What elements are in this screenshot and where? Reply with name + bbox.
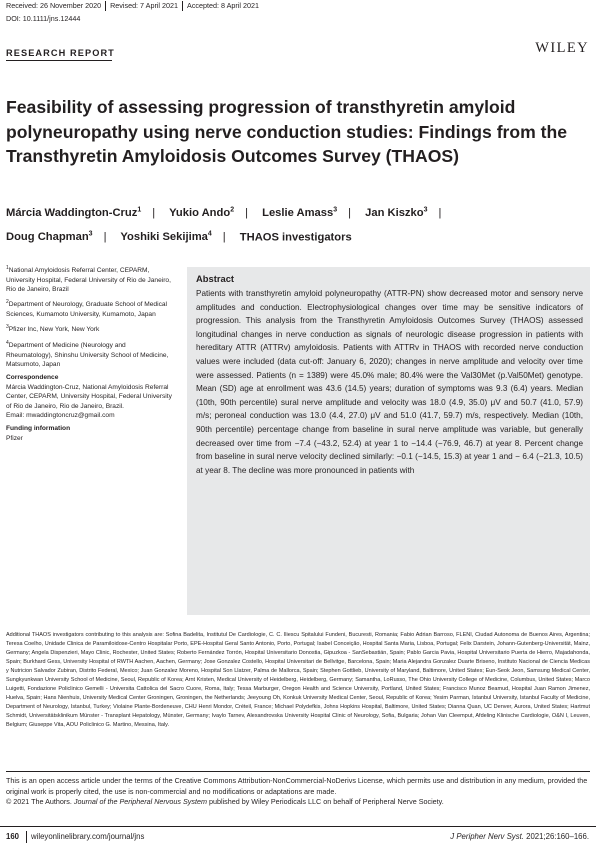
author-separator: | bbox=[348, 206, 352, 219]
received-date: Received: 26 November 2020 bbox=[6, 1, 102, 10]
correspondence-address: Márcia Waddington-Cruz, National Amyloidosis Referral Center, CEPARM, University Hospital, Federal University of Rio de Janeiro, Rio de Janeiro, Brazil. bbox=[6, 383, 172, 410]
article-title: Feasibility of assessing progression of transthyretin amyloid polyneuropathy using nerve conduction studies: Findings from the Transthyretin Amyloidosis Outcomes Survey (THAOS) bbox=[6, 97, 568, 167]
license-statement: This is an open access article under the terms of the Creative Commons Attribution-NonCommercial-NoDerivs License, which permits use and distribution in any medium, provided the original work is properly cited, the use is non-commercial and no modifications or adaptations are made. bbox=[6, 776, 588, 796]
publisher-logo: WILEY bbox=[535, 40, 589, 56]
author[interactable]: Yukio Ando$^2$ bbox=[169, 206, 235, 219]
author-separator: | bbox=[245, 206, 248, 219]
funding-heading: Funding information bbox=[6, 425, 71, 433]
article-type: RESEARCH REPORT bbox=[6, 48, 115, 58]
footer-divider bbox=[0, 826, 596, 827]
author-separator: | bbox=[152, 206, 156, 219]
author[interactable]: Doug Chapman$^3$ bbox=[6, 230, 93, 244]
affiliation: $^4$Department of Medicine (Neurology and Rheumatology), Shinshu University School of Medicine, Matsumoto, Japan bbox=[6, 340, 169, 368]
doi[interactable]: DOI: 10.1111/jns.12444 bbox=[6, 14, 81, 23]
author-separator: | bbox=[103, 231, 107, 244]
correspondence-heading: Correspondence bbox=[6, 374, 59, 382]
license-divider bbox=[6, 771, 590, 772]
affiliation: $^1$National Amyloidosis Referral Center, CEPARM, University Hospital, Federal University of Rio de Janeiro, Rio de Janeiro, Brazil bbox=[6, 265, 171, 293]
author[interactable]: Yoshiki Sekijima$^4$ bbox=[120, 230, 212, 244]
author-separator: | bbox=[438, 206, 442, 219]
affiliation: $^3$Pfizer Inc, New York, New York bbox=[6, 324, 100, 334]
author[interactable]: THAOS investigators bbox=[239, 231, 352, 244]
author[interactable]: Leslie Amass$^3$ bbox=[262, 206, 338, 219]
correspondence-email[interactable]: Email: mwaddingtoncruz@gmail.com bbox=[6, 412, 115, 420]
correspondence bbox=[6, 373, 172, 420]
funding-source: Pfizer bbox=[6, 434, 23, 442]
author-separator: | bbox=[222, 231, 226, 244]
footer-separator bbox=[26, 831, 27, 843]
article-sidebar bbox=[6, 264, 172, 447]
article-dates bbox=[6, 1, 263, 11]
journal-name: Journal of the Peripheral Nervous System bbox=[73, 797, 207, 807]
page-number: 160 bbox=[6, 832, 20, 841]
article-type-rule bbox=[6, 60, 112, 61]
journal-url[interactable]: wileyonlinelibrary.com/journal/jns bbox=[31, 832, 145, 841]
investigators-footnote: Additional THAOS investigators contributing to this analysis are: Sofina Badelita, Institutul De Cardiologie, C. C. Iliescu Spitalului Fundeni, Bucuresti, Romania; Fabio Adrian Barroso, FLENI, Ciudad Autonoma de Buenos Aires, Argentina; Teresa Coelho, Unidade Clinica de Paramiloidose-Centro Hospitalar Porto, EPE-Hospital Geral Santo Antonio, Porto, Portugal; Isabel Conceição, Hospital Santa Maria, Lisboa, Portugal; Felix Darstein, Johann-Gutenberg-Universität, Mainz, Germany; Angela Dispenzieri, Mayo Clinic, Rochester, United States; Roberto Fernández Torrón, Hospital Universitario Donostia, Gipuzkoa - SanSebastián, Spain; Pablo Garcia Pavia, Hospital Universitario Puerta de Hierro, Majadahonda, Spain; Burkhard Gess, University Hospital of RWTH Aachen, Aachen, Germany; Jose Gonzalez Costello, Hospital Universitari de Bellvitge, Barcelona, Spain; Maria Alejandra Gonzalez Duarte Briseno, Instituto Nacional de Ciencia Medicas y Nutricion Salvador Zubiran, Distrito Federal, Mexico; Juan Gonzalez Moreno, Hospital Son Llatzer, Palma de Mallorca, Spain; Stephen Gottlieb, University of Maryland, Baltimore, United States; Eun-Seok Jeon, Samsung Medical Center, Sungkyunkwan University School of Medicine, Seoul, Republic of Korea; Arnt Kristen, Medical University of Heidelberg, Heidelberg, Germany; Samantha, LoRusso, The Ohio University College of Medicine, Columbus, United States; Marco Luigetti, Fondazione Policlinico Gemelli - Universita Cattolica del Sacro Cuore, Roma, Italy; Tessa Marburger, Oregon Health and Science University, Portland, United States; Francisco Munoz Beamud, Hospital Juan Ramon Jimenez, Huelva, Spain; Hans Nienhuis, University Medical Center Groningen, Groningen, the Netherlands; Jeeyoung Oh, Konkuk University Medical Center, Seoul, Republic of Korea; Yesim Parman, Istanbul University, Istanbul Faculty of Medicine, Department of Neurology, Istanbul, Turkey; Violaine Plante-Bordeneuve, CHU Henri Mondor, Créteil, France; Michael Polydefkis, Johns Hopkins Hospital, Baltimore, United States; Dianna Quan, UC Denver, Aurora, United States; Hartmut Schmidt, Universitätsklinikum Münster - Transplant Hepatology, Münster, Germany; Ivaylo Tarnev, Alexandrovska University Hospital Clinic of Neurology, Sofia, Bulgaria; Johan Van Cleemput, Afdeling Klinische Cardiologie, O&N I, Leuven, Belgium; Giuseppe Vita, AOU Policlinico G. Martino, Messina, Italy. bbox=[6, 632, 590, 728]
author-list bbox=[6, 199, 590, 248]
abstract-heading: Abstract bbox=[196, 273, 235, 284]
journal-citation: J Peripher Nerv Syst. 2021;26:160–166. bbox=[450, 832, 589, 841]
revised-date: Revised: 7 April 2021 bbox=[105, 1, 182, 11]
author[interactable]: Jan Kiszko$^3$ bbox=[365, 206, 428, 219]
affiliation: $^2$Department of Neurology, Graduate School of Medical Sciences, Kumamoto University, Kumamoto, Japan bbox=[6, 299, 167, 318]
abstract-box bbox=[187, 267, 590, 615]
abstract-text: Patients with transthyretin amyloid polyneuropathy (ATTR-PN) show decreased motor and sensory nerve amplitudes and conduction. Electrophysiological changes over time may be sensitive indicators of progression. This analysis from the Transthyretin Amyloidosis Outcomes Survey (THAOS) assessed longitudinal changes in nerve conduction as signals of neurologic disease progression in patients with hereditary ATTR (ATTRv) amyloidosis. Patients with ATTRv in THAOS with recorded nerve conduction values were included (data cut-off: January 6, 2020); changes in nerve amplitude and velocity over time were assessed. Patients (n = 1389) were 45.0% male; 80.4% were the Val30Met (p.Val50Met) genotype. Mean (SD) age at enrollment was 43.6 (14.5) years; duration of symptoms was 9.3 (6.4) years. Median (10th, 90th percentile) sural nerve amplitude and velocity was 18.0 (4.9, 35.0) μV and 50.7 (41.0, 57.9) m/s; peroneal conduction was 13.0 (4.4, 27.0) μV and 51.0 (41.7, 59.7) m/s, respectively. Median (10th, 90th percentile) percentage change from baseline in sural nerve amplitude was variable, but generally decreased over time from −7.4 (−43.2, 52.4) at year 1 to −14.4 (−76.9, 46.7) at year 8. Percent change from baseline in sural nerve velocity declined similarly: −0.1 (−14.5, 15.3) at year 1 and − 6.4 (−21.3, 10.5) at year 8. The decline was more pronounced in patients with bbox=[196, 289, 583, 475]
license-block bbox=[6, 776, 590, 808]
copyright-line: © 2021 The Authors. Journal of the Peripheral Nervous System published by Wiley Periodicals LLC on behalf of Peripheral Nerve Society. bbox=[6, 797, 444, 807]
author[interactable]: Márcia Waddington-Cruz$^1$ bbox=[6, 206, 142, 219]
accepted-date: Accepted: 8 April 2021 bbox=[182, 1, 263, 11]
funding bbox=[6, 424, 172, 443]
